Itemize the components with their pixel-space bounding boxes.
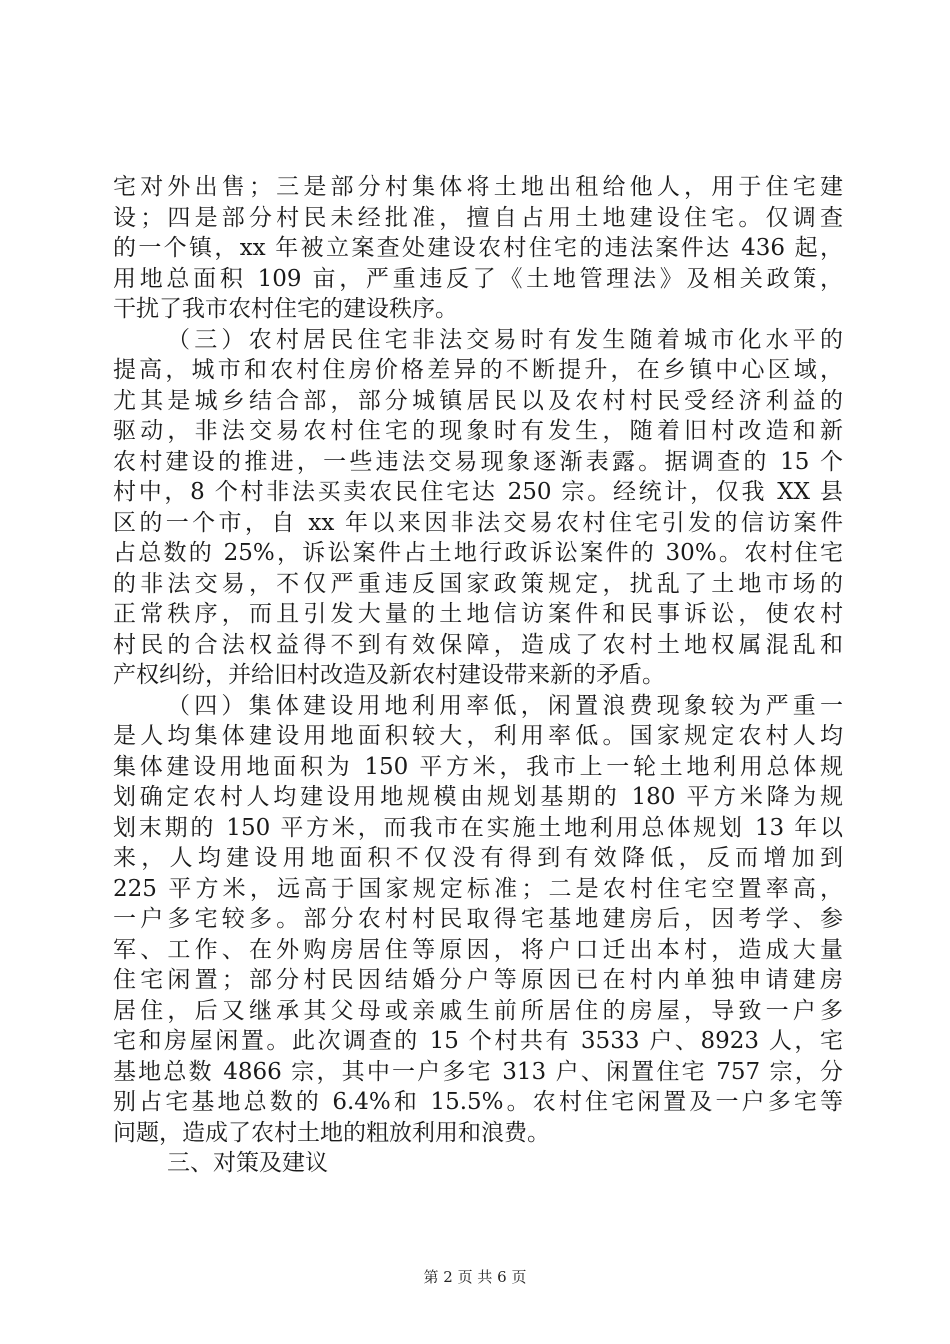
section-heading-line: 三、对策及建议 xyxy=(167,1150,328,1176)
text-line: 用地总面积 109 亩，严重违反了《土地管理法》及相关政策， xyxy=(113,265,843,292)
text-line: 驱动，非法交易农村住宅的现象时有发生，随着旧村改造和新 xyxy=(113,418,843,444)
text-line: 设；四是部分村民未经批准，擅自占用土地建设住宅。仅调查 xyxy=(113,204,843,231)
page-number-footer: 第 2 页 共 6 页 xyxy=(423,1268,527,1286)
text-line: 尤其是城乡结合部，部分城镇居民以及农村村民受经济利益的 xyxy=(113,387,843,414)
text-line: 宅和房屋闲置。此次调查的 15 个村共有 3533 户、8923 人，宅 xyxy=(113,1028,843,1054)
text-line: 的一个镇，xx 年被立案查处建设农村住宅的违法案件达 436 起， xyxy=(113,235,843,261)
text-line: 占总数的 25%，诉讼案件占土地行政诉讼案件的 30%。农村住宅 xyxy=(113,540,843,566)
section-heading-line: （四）集体建设用地利用率低，闲置浪费现象较为严重一 xyxy=(167,692,843,719)
text-line: 划末期的 150 平方米，而我市在实施土地利用总体规划 13 年以 xyxy=(113,814,843,841)
text-line: 225 平方米，远高于国家规定标准；二是农村住宅空置率高， xyxy=(113,875,843,902)
text-line: 宅对外出售；三是部分村集体将土地出租给他人，用于住宅建 xyxy=(113,174,843,200)
text-line: 区的一个市，自 xx 年以来因非法交易农村住宅引发的信访案件 xyxy=(113,509,843,536)
text-line: 来，人均建设用地面积不仅没有得到有效降低，反而增加到 xyxy=(113,845,843,871)
text-line: 提高，城市和农村住房价格差异的不断提升，在乡镇中心区域， xyxy=(113,357,843,383)
text-line: 问题，造成了农村土地的粗放利用和浪费。 xyxy=(113,1119,550,1146)
text-line: 军、工作、在外购房居住等原因，将户口迁出本村，造成大量 xyxy=(113,936,843,963)
text-line: 干扰了我市农村住宅的建设秩序。 xyxy=(113,296,458,322)
text-line: 划确定农村人均建设用地规模由规划基期的 180 平方米降为规 xyxy=(113,784,843,810)
text-line: 产权纠纷，并给旧村改造及新农村建设带来新的矛盾。 xyxy=(113,662,665,688)
document-body xyxy=(113,172,843,1179)
text-line: 住宅闲置；部分村民因结婚分户等原因已在村内单独申请建房 xyxy=(113,967,843,993)
text-line: 农村建设的推进，一些违法交易现象逐渐表露。据调查的 15 个 xyxy=(113,448,843,475)
text-line: 基地总数 4866 宗，其中一户多宅 313 户、闲置住宅 757 宗，分 xyxy=(113,1058,843,1085)
text-line: 村民的合法权益得不到有效保障，造成了农村土地权属混乱和 xyxy=(113,631,843,658)
text-line: 的非法交易，不仅严重违反国家政策规定，扰乱了土地市场的 xyxy=(113,570,843,597)
text-line: 正常秩序，而且引发大量的土地信访案件和民事诉讼，使农村 xyxy=(113,601,843,627)
text-line: 一户多宅较多。部分农村村民取得宅基地建房后，因考学、参 xyxy=(113,906,843,932)
text-line: 村中，8 个村非法买卖农民住宅达 250 宗。经统计，仅我 XX 县 xyxy=(113,479,843,505)
text-line: 集体建设用地面积为 150 平方米，我市上一轮土地利用总体规 xyxy=(113,753,843,780)
text-line: 居住，后又继承其父母或亲戚生前所居住的房屋，导致一户多 xyxy=(113,997,843,1024)
text-line: 别占宅基地总数的 6.4%和 15.5%。农村住宅闲置及一户多宅等 xyxy=(113,1089,843,1115)
section-heading-line: （三）农村居民住宅非法交易时有发生随着城市化水平的 xyxy=(167,326,843,353)
text-line: 是人均集体建设用地面积较大，利用率低。国家规定农村人均 xyxy=(113,723,843,749)
